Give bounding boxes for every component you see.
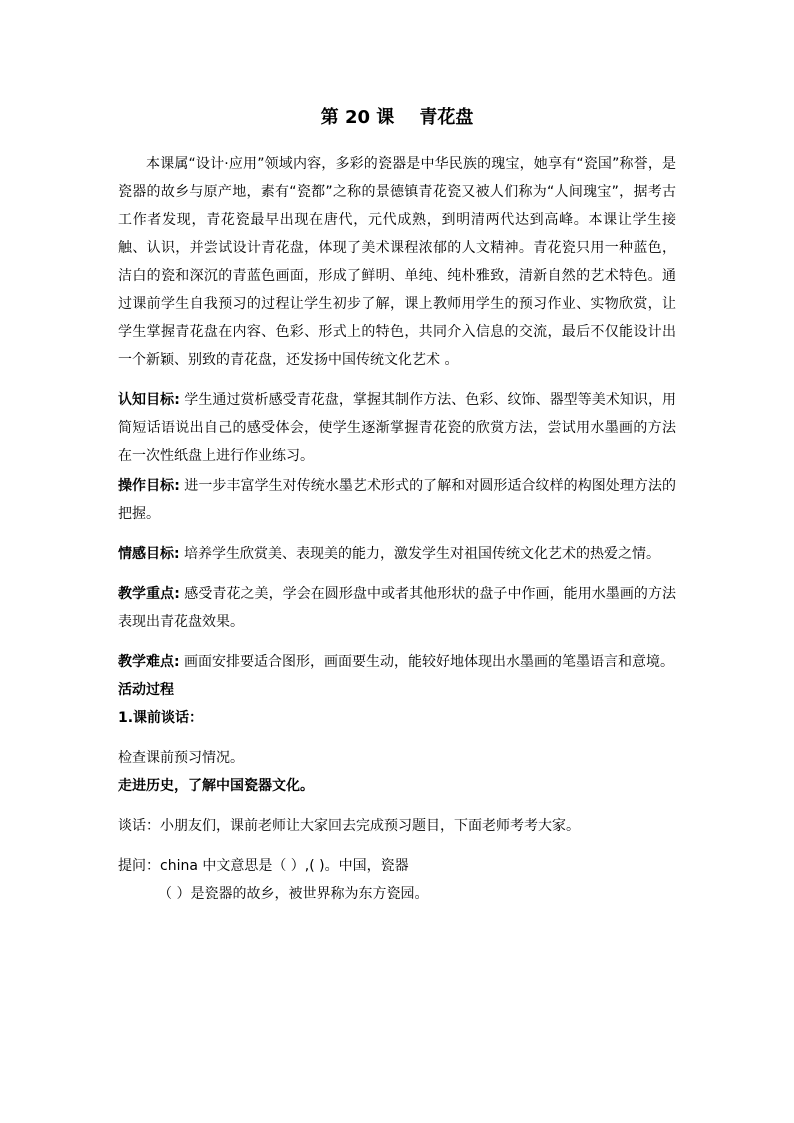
operation-goal (118, 472, 676, 528)
question-line: 提问：china 中文意思是（ ）,( )。中国，瓷器 (118, 858, 409, 874)
emotion-goal (118, 540, 676, 568)
history-heading: 走进历史，了解中国瓷器文化。 (118, 778, 314, 794)
activity-heading: 活动过程 (118, 682, 174, 698)
emotion-goal-text: 培养学生欣赏美、表现美的能力，激发学生对祖国传统文化艺术的热爱之情。 (179, 546, 661, 562)
teaching-key-point (118, 580, 676, 636)
step1-heading: 1.课前谈话： (118, 710, 204, 726)
lesson-title: 第 20 课 青花盘 (320, 107, 474, 128)
intro-paragraph: 本课属“设计·应用”领域内容，多彩的瓷器是中华民族的瑰宝，她享有“瓷国”称誉，是瓷器的故乡与原产地，素有“瓷都”之称的景德镇青花瓷又被人们称为“人间瑰宝”，据考古工作者发现，青花瓷最早出现在唐代，元代成熟，到明清两代达到高峰。本课让学生接触、认识，并尝试设计青花盘，体现了美术课程浓郁的人文精神。青花瓷只用一种蓝色，洁白的瓷和深沉的青蓝色画面，形成了鲜明、单纯、纯朴雅致，清新自然的艺术特色。通过课前学生自我预习的过程让学生初步了解，课上教师用学生的预习作业、实物欣赏，让学生掌握青花盘在内容、色彩、形式上的特色，共同介入信息的交流，最后不仅能设计出一个新颖、别致的青花盘，还发扬中国传统文化艺术 。 (118, 156, 676, 368)
cognitive-goal (118, 386, 676, 470)
cognitive-goal-label: 认知目标: (118, 392, 180, 408)
teaching-difficulty-text: 画面安排要适合图形，画面要生动，能较好地体现出水墨画的笔墨语言和意境。 (179, 654, 675, 670)
teaching-key-text: 感受青花之美，学会在圆形盘中或者其他形状的盘子中作画，能用水墨画的方法表现出青花盘效果。 (118, 586, 676, 630)
teaching-difficulty (118, 648, 676, 676)
teaching-key-label: 教学重点: (118, 586, 180, 602)
question-line-2: （ ）是瓷器的故乡，被世界称为东方瓷园。 (158, 886, 429, 902)
check-preview-line: 检查课前预习情况。 (118, 750, 244, 766)
operation-goal-label: 操作目标: (118, 478, 180, 494)
cognitive-goal-text: 学生通过赏析感受青花盘，掌握其制作方法、色彩、纹饰、器型等美术知识，用简短话语说出自己的感受体会，使学生逐渐掌握青花瓷的欣赏方法，尝试用水墨画的方法在一次性纸盘上进行作业练习。 (118, 392, 676, 464)
document-body (118, 150, 676, 908)
operation-goal-text: 进一步丰富学生对传统水墨艺术形式的了解和对圆形适合纹样的构图处理方法的把握。 (118, 478, 676, 522)
emotion-goal-label: 情感目标: (118, 546, 180, 562)
teaching-difficulty-label: 教学难点: (118, 654, 180, 670)
talk-line: 谈话：小朋友们，课前老师让大家回去完成预习题目，下面老师考考大家。 (118, 818, 580, 834)
